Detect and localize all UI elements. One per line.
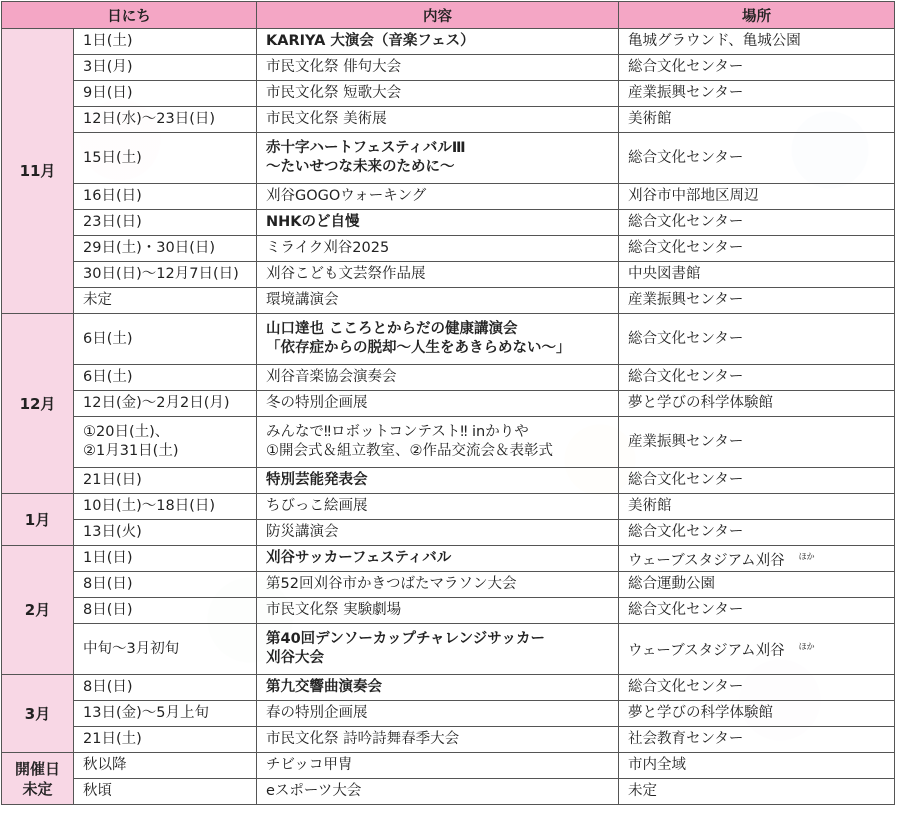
place-cell (619, 624, 895, 675)
table-row (2, 55, 895, 81)
event-text: ミライク刈谷2025 (266, 240, 390, 256)
place-text: 総合文化センター (628, 214, 744, 230)
date-text: 1日(日) (83, 550, 133, 566)
event-text: 市民文化祭 美術展 (266, 111, 387, 127)
event-cell (257, 520, 619, 546)
month-label: 12月 (19, 394, 56, 413)
table-row (2, 29, 895, 55)
event-text: 刈谷音楽協会演奏会 (266, 369, 397, 385)
place-cell (619, 391, 895, 417)
place-cell (619, 133, 895, 184)
table-row (2, 624, 895, 675)
place-text: 総合運動公園 (628, 576, 715, 592)
place-cell (619, 598, 895, 624)
event-text: 第九交響曲演奏会 (266, 679, 382, 695)
date-cell (74, 365, 257, 391)
place-text: 総合文化センター (628, 59, 744, 75)
date-cell (74, 210, 257, 236)
place-text: 市内全域 (628, 757, 686, 773)
date-text: 23日(日) (83, 214, 142, 230)
date-cell (74, 753, 257, 779)
date-text: 1日(土) (83, 33, 133, 49)
place-note: ほか (798, 642, 815, 652)
place-cell (619, 753, 895, 779)
date-cell (74, 675, 257, 701)
place-cell (619, 727, 895, 753)
place-text: 美術館 (628, 498, 672, 514)
event-cell (257, 468, 619, 494)
table-row (2, 520, 895, 546)
event-text: ①開会式＆組立教室、②作品交流会＆表彰式 (266, 443, 553, 459)
event-text: 環境講演会 (266, 292, 339, 308)
event-cell (257, 55, 619, 81)
event-text: 第52回刈谷市かきつばたマラソン大会 (266, 576, 517, 592)
date-cell (74, 314, 257, 365)
table-row (2, 572, 895, 598)
table-body (2, 29, 895, 805)
event-cell (257, 365, 619, 391)
table-row (2, 184, 895, 210)
event-cell (257, 624, 619, 675)
place-text: 産業振興センター (628, 85, 744, 101)
month-cell (2, 314, 74, 494)
month-cell (2, 675, 74, 753)
place-cell (619, 314, 895, 365)
place-cell (619, 184, 895, 210)
date-text: 未定 (83, 292, 112, 308)
table-row (2, 210, 895, 236)
event-text: KARIYA 大演会（音楽フェス） (266, 33, 475, 49)
place-cell (619, 546, 895, 572)
place-cell (619, 468, 895, 494)
place-cell (619, 262, 895, 288)
place-text: 未定 (628, 783, 657, 799)
place-cell (619, 210, 895, 236)
place-cell (619, 701, 895, 727)
event-text: 市民文化祭 詩吟詩舞春季大会 (266, 731, 460, 747)
table-row (2, 753, 895, 779)
date-text: 30日(日)～12月7日(日) (83, 266, 239, 282)
table-row (2, 727, 895, 753)
date-text: 秋頃 (83, 783, 112, 799)
table-row (2, 546, 895, 572)
event-cell (257, 546, 619, 572)
event-cell (257, 727, 619, 753)
table-row (2, 365, 895, 391)
place-text: 総合文化センター (628, 330, 744, 347)
date-text: 8日(日) (83, 602, 133, 618)
event-text: ちびっこ絵画展 (266, 498, 368, 514)
event-cell (257, 572, 619, 598)
date-cell (74, 779, 257, 805)
event-text: eスポーツ大会 (266, 783, 362, 799)
place-cell (619, 81, 895, 107)
date-cell (74, 572, 257, 598)
event-cell (257, 598, 619, 624)
event-text: 市民文化祭 短歌大会 (266, 85, 402, 101)
event-cell (257, 701, 619, 727)
event-text: 第40回デンソーカップチャレンジサッカー (266, 631, 546, 647)
date-text: 12日(水)～23日(日) (83, 111, 216, 127)
date-cell (74, 236, 257, 262)
date-cell (74, 546, 257, 572)
month-cell (2, 29, 74, 314)
event-text: 市民文化祭 実験劇場 (266, 602, 402, 618)
date-text: 6日(土) (83, 330, 133, 347)
table-row (2, 236, 895, 262)
header-event: 内容 (257, 2, 619, 29)
table-row (2, 288, 895, 314)
place-text: 夢と学びの科学体験館 (628, 705, 773, 721)
date-cell (74, 468, 257, 494)
place-cell (619, 107, 895, 133)
month-cell (2, 494, 74, 546)
place-cell (619, 29, 895, 55)
table-row (2, 468, 895, 494)
place-text: 夢と学びの科学体験館 (628, 395, 773, 411)
place-cell (619, 236, 895, 262)
date-cell (74, 262, 257, 288)
date-text: 8日(日) (83, 679, 133, 695)
event-cell (257, 107, 619, 133)
place-text: 社会教育センター (628, 731, 744, 747)
event-cell (257, 753, 619, 779)
event-text: 刈谷サッカーフェスティバル (266, 550, 452, 566)
event-cell (257, 29, 619, 55)
date-text: 21日(日) (83, 472, 142, 488)
date-text: 12日(金)～2月2日(月) (83, 395, 230, 411)
header-place: 場所 (619, 2, 895, 29)
month-label: 未定 (22, 779, 53, 798)
event-cell (257, 184, 619, 210)
place-note: ほか (798, 551, 815, 561)
date-cell (74, 133, 257, 184)
table-header-row (2, 2, 895, 29)
place-text: 美術館 (628, 111, 672, 127)
place-cell (619, 779, 895, 805)
date-cell (74, 701, 257, 727)
event-text: ～たいせつな未来のために～ (266, 159, 455, 175)
event-text: NHKのど自慢 (266, 214, 360, 230)
table-row (2, 494, 895, 520)
place-text: 産業振興センター (628, 292, 744, 308)
event-text: 防災講演会 (266, 524, 339, 540)
event-text: 刈谷GOGOウォーキング (266, 188, 427, 204)
event-text: 市民文化祭 俳句大会 (266, 59, 402, 75)
table-row (2, 701, 895, 727)
date-text: 中旬～3月初旬 (83, 640, 180, 657)
event-text: 冬の特別企画展 (266, 395, 368, 411)
header-date: 日にち (2, 2, 257, 29)
date-cell (74, 81, 257, 107)
event-text: 山口達也 こころとからだの健康講演会 (266, 321, 518, 337)
date-cell (74, 184, 257, 210)
event-cell (257, 210, 619, 236)
table-row (2, 133, 895, 184)
place-text: 総合文化センター (628, 472, 744, 488)
date-text: 6日(土) (83, 369, 133, 385)
event-text: 特別芸能発表会 (266, 472, 368, 488)
place-text: 刈谷市中部地区周辺 (628, 188, 759, 204)
month-label: 開催日 (14, 759, 60, 778)
date-cell (74, 29, 257, 55)
event-text: 刈谷大会 (266, 650, 324, 666)
place-text: 総合文化センター (628, 240, 744, 256)
place-cell (619, 520, 895, 546)
date-text: ①20日(土)、 (83, 424, 170, 440)
place-cell (619, 365, 895, 391)
date-cell (74, 598, 257, 624)
event-text: 春の特別企画展 (266, 705, 368, 721)
event-text: 刈谷こども文芸祭作品展 (266, 266, 426, 282)
place-text: 総合文化センター (628, 369, 744, 385)
table-row (2, 81, 895, 107)
event-cell (257, 779, 619, 805)
place-text: 総合文化センター (628, 602, 744, 618)
date-text: 10日(土)～18日(日) (83, 498, 216, 514)
event-cell (257, 81, 619, 107)
place-text: 産業振興センター (628, 433, 744, 450)
event-schedule-table (1, 1, 895, 805)
place-text: 総合文化センター (628, 149, 744, 166)
table-row (2, 107, 895, 133)
event-text: みんなで‼ロボットコンテスト‼ inかりや (266, 424, 529, 440)
date-text: 13日(火) (83, 524, 142, 540)
event-text: チビッコ甲冑 (266, 757, 353, 773)
table-row (2, 417, 895, 468)
place-cell (619, 288, 895, 314)
event-cell (257, 288, 619, 314)
event-cell (257, 417, 619, 468)
place-cell (619, 55, 895, 81)
event-cell (257, 236, 619, 262)
table-row (2, 675, 895, 701)
event-cell (257, 262, 619, 288)
date-cell (74, 417, 257, 468)
place-cell (619, 572, 895, 598)
event-cell (257, 391, 619, 417)
place-text: 中央図書館 (628, 266, 701, 282)
event-cell (257, 314, 619, 365)
event-cell (257, 675, 619, 701)
table-row (2, 391, 895, 417)
place-cell (619, 494, 895, 520)
date-text: 9日(日) (83, 85, 133, 101)
date-text: 21日(土) (83, 731, 142, 747)
date-cell (74, 107, 257, 133)
event-cell (257, 494, 619, 520)
date-cell (74, 727, 257, 753)
date-cell (74, 391, 257, 417)
date-text: 15日(土) (83, 149, 142, 166)
date-cell (74, 624, 257, 675)
place-text: 総合文化センター (628, 524, 744, 540)
table-row (2, 598, 895, 624)
event-text: 「依存症からの脱却～人生をあきらめない～」 (266, 340, 571, 356)
place-cell (619, 417, 895, 468)
month-label: 3月 (24, 704, 51, 723)
place-text: 総合文化センター (628, 679, 744, 695)
table-row (2, 779, 895, 805)
date-text: 13日(金)～5月上旬 (83, 705, 209, 721)
date-cell (74, 494, 257, 520)
event-text: 赤十字ハートフェスティバルⅢ (266, 140, 466, 156)
date-text: 29日(土)・30日(日) (83, 240, 216, 256)
date-text: 8日(日) (83, 576, 133, 592)
month-label: 1月 (24, 510, 51, 529)
date-cell (74, 520, 257, 546)
date-cell (74, 288, 257, 314)
date-text: 16日(日) (83, 188, 142, 204)
month-cell (2, 546, 74, 675)
place-text: ウェーブスタジアム刈谷 (628, 642, 785, 659)
event-cell (257, 133, 619, 184)
table-row (2, 262, 895, 288)
date-text: 3日(月) (83, 59, 133, 75)
place-text: ウェーブスタジアム刈谷 (628, 552, 785, 569)
place-cell (619, 675, 895, 701)
month-label: 11月 (19, 162, 56, 180)
date-text: ②1月31日(土) (83, 443, 179, 459)
date-text: 秋以降 (83, 757, 127, 773)
place-text: 亀城グラウンド、亀城公園 (628, 33, 801, 49)
date-cell (74, 55, 257, 81)
month-label: 2月 (24, 601, 51, 619)
table-row (2, 314, 895, 365)
month-cell (2, 753, 74, 805)
